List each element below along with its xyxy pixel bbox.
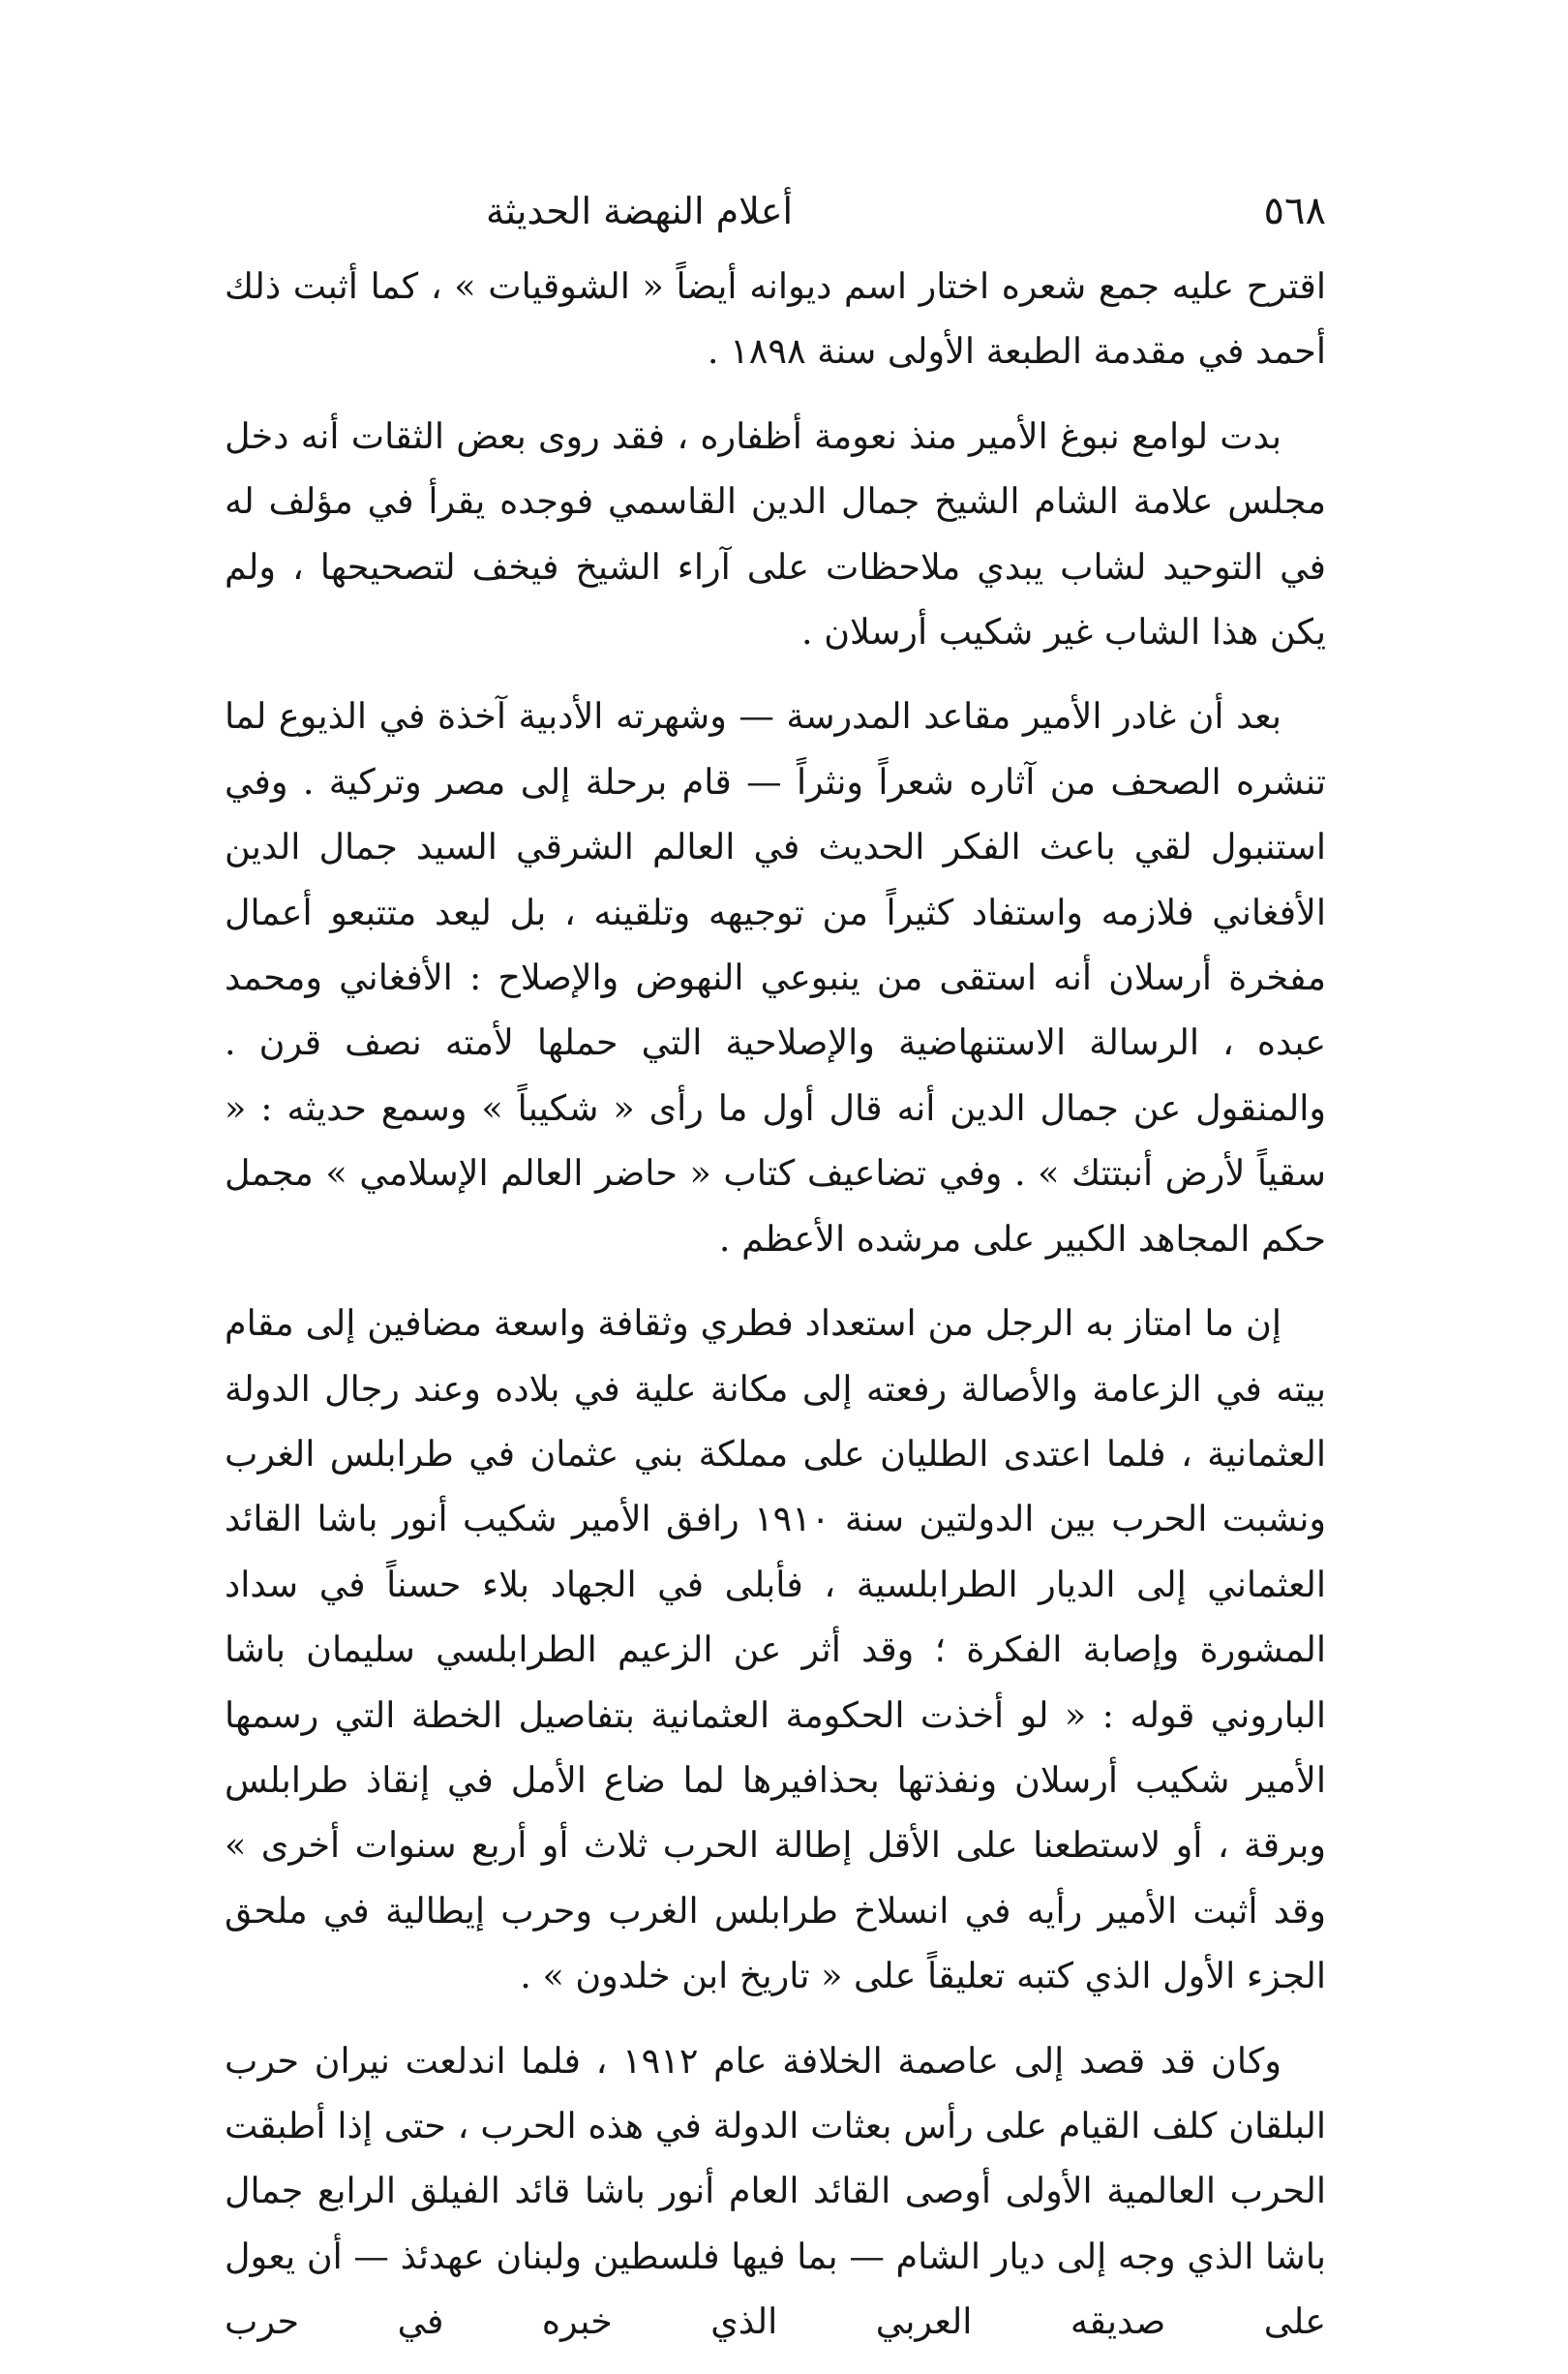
- paragraph-1: اقترح عليه جمع شعره اختار اسم ديوانه أيضاً « الشوقيات » ، كما أثبت ذلك أحمد في مقدمة الطبعة الأولى سنة ١٨٩٨ .: [225, 265, 1326, 373]
- page-number: ٥٦٨: [1263, 189, 1326, 233]
- paragraph-4: إن ما امتاز به الرجل من استعداد فطري وثقافة واسعة مضافين إلى مقام بيته في الزعامة والأصالة رفعته إلى مكانة علية في بلاده وعند رجال الدولة العثمانية ، فلما اعتدى الطليان على مملكة بني عثمان في طرابلس الغرب ونشبت الحرب بين الدولتين سنة ١٩١٠ رافق الأمير شكيب أنور باشا القائد العثماني إلى الديار الطرابلسية ، فأبلى في الجهاد بلاء حسناً في سداد المشورة وإصابة الفكرة ؛ وقد أثر عن الزعيم الطرابلسي سليمان باشا الباروني قوله : « لو أخذت الحكومة العثمانية بتفاصيل الخطة التي رسمها الأمير شكيب أرسلان ونفذتها بحذافيرها لما ضاع الأمل في إنقاذ طرابلس وبرقة ، أو لاستطعنا على الأقل إطالة الحرب ثلاث أو أربع سنوات أخرى » وقد أثبت الأمير رأيه في انسلاخ طرابلس الغرب وحرب إيطالية في ملحق الجزء الأول الذي كتبه تعليقاً على « تاريخ ابن خلدون » .: [225, 1302, 1326, 1997]
- book-title: أعلام النهضة الحديثة: [486, 190, 794, 232]
- paragraph-2: بدت لوامع نبوغ الأمير منذ نعومة أظفاره ، فقد روى بعض الثقات أنه دخل مجلس علامة الشام الشيخ جمال الدين القاسمي فوجده يقرأ في مؤلف له في التوحيد لشاب يبدي ملاحظات على آراء الشيخ فيخف لتصحيحها ، ولم يكن هذا الشاب غير شكيب أرسلان .: [225, 414, 1326, 654]
- paragraph-3: بعد أن غادر الأمير مقاعد المدرسة — وشهرته الأدبية آخذة في الذيوع لما تنشره الصحف من آثاره شعراً ونثراً — قام برحلة إلى مصر وتركية . وفي استنبول لقي باعث الفكر الحديث في العالم الشرقي السيد جمال الدين الأفغاني فلازمه واستفاد كثيراً من توجيهه وتلقينه ، بل ليعد متتبعو أعمال مفخرة أرسلان أنه استقى من ينبوعي النهوض والإصلاح : الأفغاني ومحمد عبده ، الرسالة الاستنهاضية والإصلاحية التي حملها لأمته نصف قرن . والمنقول عن جمال الدين أنه قال أول ما رأى « شكيباً » وسمع حديثه : « سقياً لأرض أنبتتك » . وفي تضاعيف كتاب « حاضر العالم الإسلامي » مجمل حكم المجاهد الكبير على مرشده الأعظم .: [225, 695, 1326, 1260]
- body-text: [225, 254, 1326, 2374]
- running-header: [225, 182, 1326, 240]
- paragraph-5: وكان قد قصد إلى عاصمة الخلافة عام ١٩١٢ ، فلما اندلعت نيران حرب البلقان كلف القيام على رأس بعثات الدولة في هذه الحرب ، حتى إذا أطبقت الحرب العالمية الأولى أوصى القائد العام أنور باشا قائد الفيلق الرابع جمال باشا الذي وجه إلى ديار الشام — بما فيها فلسطين ولبنان عهدئذ — أن يعول على صديقه العربي الذي خبره في حرب: [225, 2039, 1326, 2343]
